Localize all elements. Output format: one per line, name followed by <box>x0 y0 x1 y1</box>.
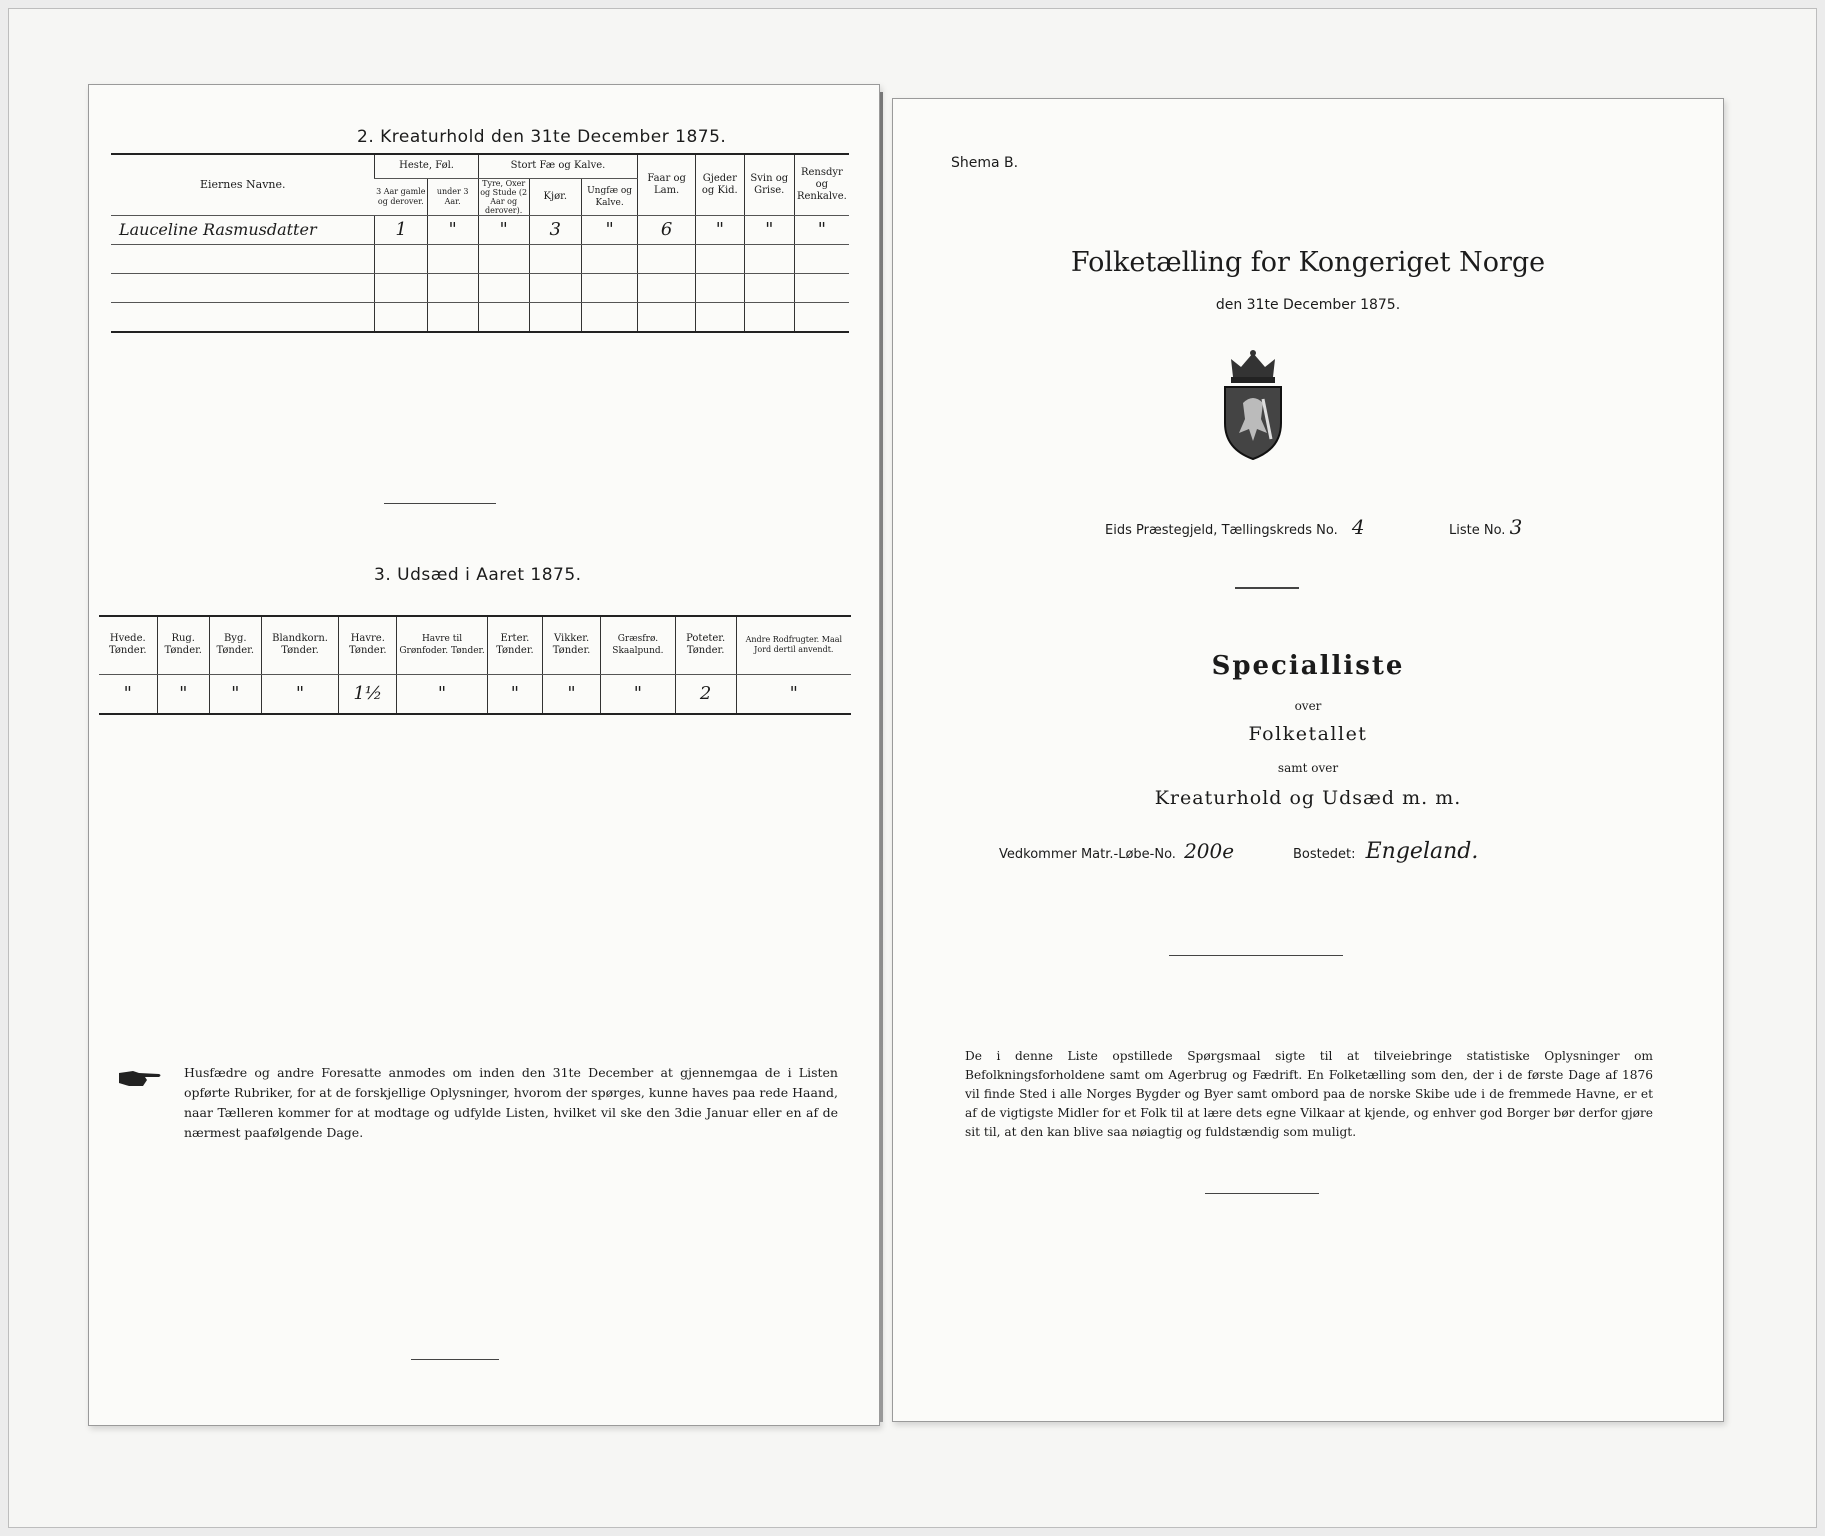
folketallet-text: Folketallet <box>1248 723 1368 745</box>
book-binding <box>880 92 883 1422</box>
parish-label: Eids Præstegjeld, <box>1105 523 1218 538</box>
cell-gjeder: " <box>695 215 744 244</box>
udsaed-value-row <box>99 674 851 714</box>
right-page <box>892 98 1724 1422</box>
header-ungfae: Ungfæ og Kalve. <box>581 178 637 215</box>
document-title: Folketælling for Kongeriget Norge <box>1070 247 1546 278</box>
header-erter: Erter. Tønder. <box>487 616 542 674</box>
header-graesfro: Græsfrø. Skaalpund. <box>601 616 675 674</box>
header-gjeder: Gjeder og Kid. <box>695 154 744 215</box>
header-poteter: Poteter. Tønder. <box>675 616 736 674</box>
title-rule <box>1235 587 1299 589</box>
cell-faar: 6 <box>638 215 696 244</box>
table-row-empty <box>111 302 849 332</box>
district-line <box>1105 515 1365 539</box>
header-vikker: Vikker. Tønder. <box>542 616 600 674</box>
header-owner: Eiernes Navne. <box>111 154 375 215</box>
liste-label: Liste No. <box>1449 523 1506 538</box>
cell-ungfae: " <box>581 215 637 244</box>
matr-number: 200e <box>1184 839 1235 863</box>
header-heste-old: 3 Aar gamle og derover. <box>375 178 427 215</box>
schema-label: Shema B. <box>951 155 1019 171</box>
header-rensdyr: Rensdyr og Renkalve. <box>794 154 849 215</box>
header-heste: Heste, Føl. <box>375 154 478 178</box>
kreaturhold-udsaed-text: Kreaturhold og Udsæd m. m. <box>1154 787 1462 809</box>
bosted-label: Bostedet: <box>1293 847 1356 862</box>
cell-erter: " <box>487 674 542 714</box>
cell-rensdyr: " <box>794 215 849 244</box>
header-havre: Havre. Tønder. <box>339 616 397 674</box>
separator-rule <box>384 503 496 504</box>
table-row-empty <box>111 244 849 273</box>
udsaed-title: 3. Udsæd i Aaret 1875. <box>374 565 582 585</box>
cell-svin: " <box>744 215 794 244</box>
cell-rug: " <box>157 674 209 714</box>
cell-havre-gronfoder: " <box>397 674 488 714</box>
header-rug: Rug. Tønder. <box>157 616 209 674</box>
left-page <box>88 84 880 1426</box>
udsaed-table <box>99 615 851 715</box>
over-text: over <box>1294 699 1322 713</box>
cell-byg: " <box>209 674 261 714</box>
liste-number: 3 <box>1509 515 1523 539</box>
cell-blandkorn: " <box>261 674 339 714</box>
table-row <box>111 215 849 244</box>
kreds-number: 4 <box>1351 515 1365 539</box>
kreds-label: Tællingskreds No. <box>1221 523 1338 538</box>
cell-poteter: 2 <box>675 674 736 714</box>
table-row-empty <box>111 273 849 302</box>
kreaturhold-title: 2. Kreaturhold den 31te December 1875. <box>357 127 727 147</box>
cell-tyre: " <box>478 215 529 244</box>
specialliste-heading: Specialliste <box>1211 651 1405 681</box>
samt-over-text: samt over <box>1277 761 1339 775</box>
bosted-line <box>1293 839 1478 864</box>
cell-heste-old: 1 <box>375 215 427 244</box>
matr-line <box>999 839 1234 863</box>
document-subtitle: den 31te December 1875. <box>1215 297 1401 313</box>
info-paragraph: De i denne Liste opstillede Spørgsmaal sigte til at tilveiebringe statistiske Oplysninger om Befolkningsforholdene samt om Agerbrug og Fædrift. En Folketælling som den, der i de første Dage af 1876 vil finde Sted i alle Norges Bygder og Byer samt ombord paa de norske Skibe ude i de fremmede Havne, er et af de vigtigste Midler for et Folk til at lære dets egne Vilkaar at kjende, og enhver god Borger bør derfor gjøre sit til, at den kan blive saa nøiagtig og fuldstændig som muligt. <box>965 1049 1653 1139</box>
udsaed-header-row <box>99 616 851 674</box>
footer-rule-right <box>1205 1193 1319 1194</box>
cell-graesfro: " <box>601 674 675 714</box>
footer-rule <box>411 1359 499 1360</box>
header-rodfrugter: Andre Rodfrugter. Maal Jord dertil anvendt. <box>736 616 851 674</box>
norwegian-coat-of-arms-icon <box>1217 349 1289 461</box>
mid-rule <box>1169 955 1343 956</box>
header-blandkorn: Blandkorn. Tønder. <box>261 616 339 674</box>
header-faar: Faar og Lam. <box>638 154 696 215</box>
header-stort-fae: Stort Fæ og Kalve. <box>478 154 638 178</box>
cell-vikker: " <box>542 674 600 714</box>
cell-heste-young: " <box>427 215 478 244</box>
header-tyre: Tyre, Oxer og Stude (2 Aar og derover). <box>478 178 529 215</box>
cell-rodfrugter: " <box>736 674 851 714</box>
cell-hvede: " <box>99 674 157 714</box>
header-heste-young: under 3 Aar. <box>427 178 478 215</box>
header-havre-gronfoder: Havre til Grønfoder. Tønder. <box>397 616 488 674</box>
notice-text: Husfædre og andre Foresatte anmodes om inden den 31te December at gjennemgaa de i Listen opførte Rubriker, for at de forskjellige Oplysninger, hvorom der spørges, kunne haves paa rede Haand, naar Tælleren kommer for at modtage og udfylde Listen, hvilket vil ske den 3die Januar eller en af de nærmest paafølgende Dage. <box>184 1065 838 1140</box>
kreaturhold-table <box>111 153 849 333</box>
cell-kjor: 3 <box>529 215 581 244</box>
header-svin: Svin og Grise. <box>744 154 794 215</box>
header-byg: Byg. Tønder. <box>209 616 261 674</box>
liste-line <box>1449 515 1522 539</box>
header-kjor: Kjør. <box>529 178 581 215</box>
pointing-hand-icon <box>117 1067 163 1089</box>
cell-havre: 1½ <box>339 674 397 714</box>
owner-name: Lauceline Rasmusdatter <box>111 215 375 244</box>
header-hvede: Hvede. Tønder. <box>99 616 157 674</box>
bosted-value: Engeland. <box>1365 839 1479 864</box>
matr-label: Vedkommer Matr.-Løbe-No. <box>999 847 1176 862</box>
